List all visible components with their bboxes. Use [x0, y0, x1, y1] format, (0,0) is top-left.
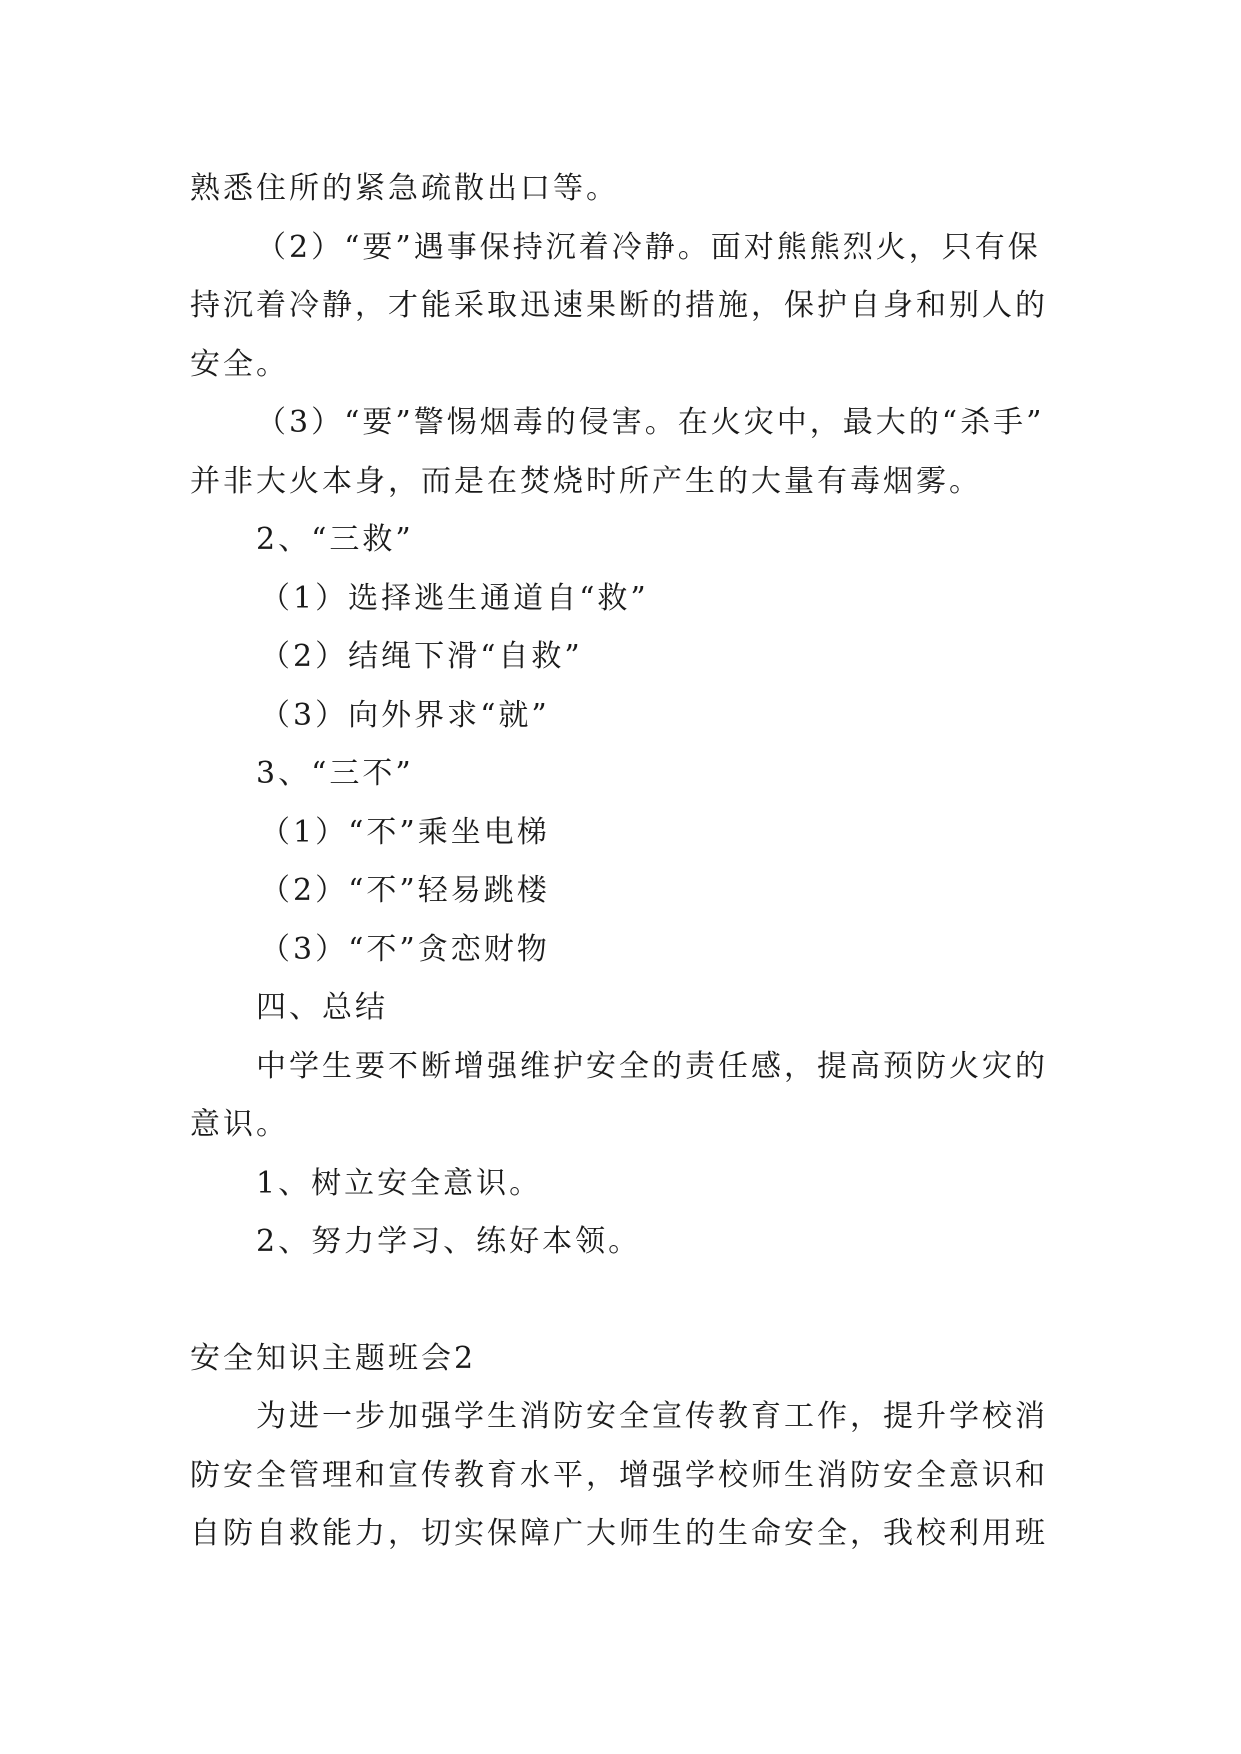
paragraph-line: 持沉着冷静，才能采取迅速果断的措施，保护自身和别人的: [190, 288, 1048, 323]
list-item: （1）选择逃生通道自“救”: [260, 580, 649, 616]
section-gap: [190, 1272, 1060, 1330]
document-page: [190, 160, 1060, 1564]
list-item: （3）“不”贪恋财物: [260, 931, 550, 967]
section-heading: 3、“三不”: [256, 756, 414, 791]
list-item: 1、树立安全意识。: [256, 1165, 543, 1201]
list-item: 2、努力学习、练好本领。: [256, 1224, 642, 1259]
list-item: （2）结绳下滑“自救”: [260, 639, 583, 674]
paragraph-line: 防安全管理和宣传教育水平，增强学校师生消防安全意识和: [190, 1457, 1048, 1493]
section-heading: 2、“三救”: [256, 522, 414, 557]
paragraph-line: 熟悉住所的紧急疏散出口等。: [190, 171, 619, 206]
paragraph-line: 并非大火本身，而是在焚烧时所产生的大量有毒烟雾。: [190, 463, 982, 499]
list-item: （3）向外界求“就”: [260, 697, 550, 733]
paragraph-line: 中学生要不断增强维护安全的责任感，提高预防火灾的: [256, 1048, 1048, 1084]
paragraph-line: 自防自救能力，切实保障广大师生的生命安全，我校利用班: [190, 1516, 1048, 1551]
paragraph-line: （3）“要”警惕烟毒的侵害。在火灾中，最大的“杀手”: [256, 405, 1045, 440]
list-item: （1）“不”乘坐电梯: [260, 814, 550, 850]
paragraph-line: 为进一步加强学生消防安全宣传教育工作，提升学校消: [256, 1399, 1048, 1434]
paragraph-line: 安全。: [190, 346, 289, 382]
section-heading: 四、总结: [256, 990, 388, 1025]
list-item: （2）“不”轻易跳楼: [260, 873, 550, 908]
document-title: 安全知识主题班会2: [190, 1340, 477, 1376]
paragraph-line: （2）“要”遇事保持沉着冷静。面对熊熊烈火，只有保: [256, 229, 1041, 265]
paragraph-line: 意识。: [190, 1107, 289, 1142]
